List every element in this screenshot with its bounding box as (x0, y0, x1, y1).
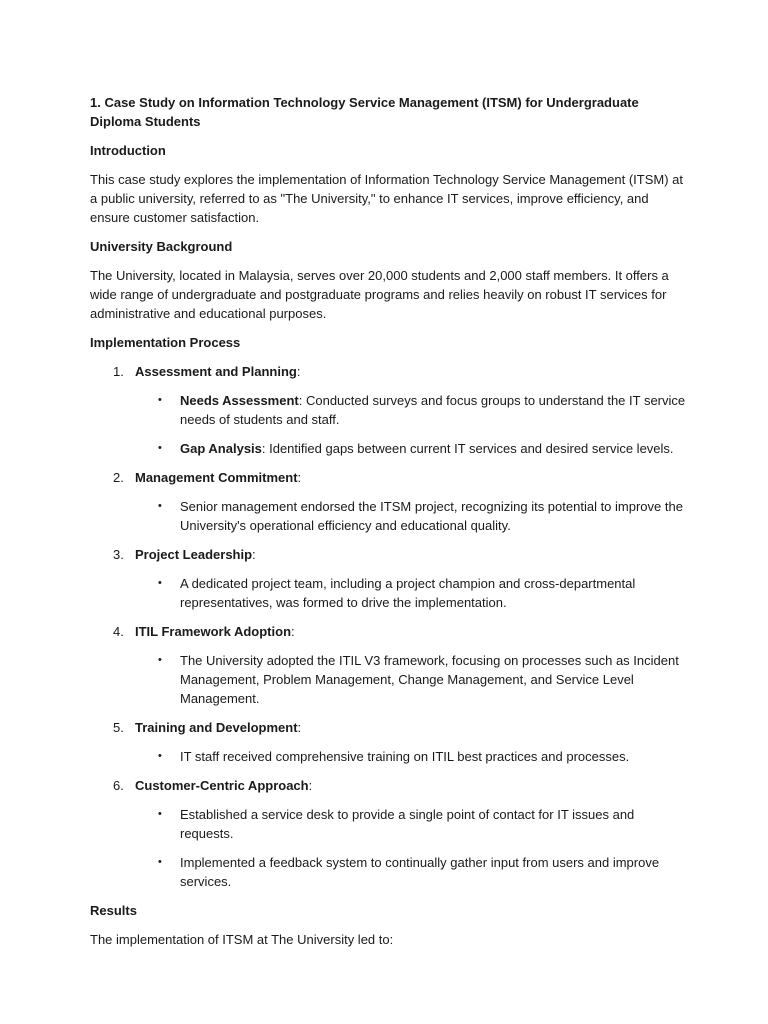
bullet-list (135, 747, 690, 766)
step-number: 5. (113, 720, 124, 735)
bullet-list (135, 805, 690, 891)
background-paragraph: The University, located in Malaysia, serves over 20,000 students and 2,000 staff members. It offers a wide range of undergraduate and postgraduate programs and relies heavily on robust IT services for administrative and educational purposes. (90, 268, 669, 321)
list-item (90, 776, 690, 891)
introduction-paragraph: This case study explores the implementation of Information Technology Service Management (ITSM) at a public university, referred to as "The University," to enhance IT services, improve efficiency, and ensure customer satisfaction. (90, 172, 683, 225)
bullet-icon: • (158, 442, 162, 454)
section-heading-introduction: Introduction (90, 143, 166, 158)
bullet-list (135, 391, 690, 458)
list-item (135, 439, 690, 458)
document-page (90, 93, 690, 959)
bullet-icon: • (158, 856, 162, 868)
step-title-suffix: : (291, 624, 295, 639)
list-item (135, 853, 690, 891)
bullet-text: Senior management endorsed the ITSM project, recognizing its potential to improve the University's operational efficiency and educational quality. (180, 499, 683, 533)
bullet-icon: • (158, 500, 162, 512)
bullet-icon: • (158, 654, 162, 666)
step-number: 2. (113, 470, 124, 485)
step-title-suffix: : (252, 547, 256, 562)
bullet-bold-term: Needs Assessment (180, 393, 299, 408)
step-number: 3. (113, 547, 124, 562)
step-number: 4. (113, 624, 124, 639)
list-item (90, 362, 690, 458)
bullet-text: The University adopted the ITIL V3 framework, focusing on processes such as Incident Management, Problem Management, Change Management, and Service Level Management. (180, 653, 679, 706)
bullet-list (135, 651, 690, 708)
step-title-suffix: : (297, 720, 302, 735)
bullet-text: A dedicated project team, including a project champion and cross-departmental representatives, was formed to drive the implementation. (180, 576, 636, 610)
bullet-text: Established a service desk to provide a single point of contact for IT issues and requests. (180, 807, 635, 841)
bullet-text: Implemented a feedback system to continually gather input from users and improve services. (180, 855, 660, 889)
list-item (135, 391, 690, 429)
list-item (135, 497, 690, 535)
bullet-list (135, 497, 690, 535)
section-heading-results: Results (90, 903, 137, 918)
list-item (90, 718, 690, 766)
step-number: 1. (113, 364, 124, 379)
step-title: Project Leadership (135, 547, 253, 562)
bullet-icon: • (158, 808, 162, 820)
bullet-list (135, 574, 690, 612)
step-title-suffix: : (296, 364, 301, 379)
list-item (135, 651, 690, 708)
step-title: Management Commitment (135, 470, 298, 485)
bullet-text: : Conducted surveys and focus groups to understand the IT service needs of students and staff. (180, 393, 686, 427)
bullet-text: : Identified gaps between current IT services and desired service levels. (261, 441, 674, 456)
bullet-text: IT staff received comprehensive training on ITIL best practices and processes. (180, 749, 630, 764)
step-title: Assessment and Planning (135, 364, 297, 379)
bullet-icon: • (158, 750, 162, 762)
list-item (135, 805, 690, 843)
step-title-suffix: : (297, 470, 302, 485)
section-heading-background: University Background (90, 239, 233, 254)
step-number: 6. (113, 778, 124, 793)
list-item (135, 747, 690, 766)
bullet-bold-term: Gap Analysis (180, 441, 262, 456)
results-paragraph: The implementation of ITSM at The University led to: (90, 932, 394, 947)
list-item (90, 468, 690, 535)
step-title: Training and Development (135, 720, 298, 735)
bullet-icon: • (158, 394, 162, 406)
section-heading-implementation: Implementation Process (90, 335, 241, 350)
list-item (135, 574, 690, 612)
step-title: Customer-Centric Approach (135, 778, 309, 793)
implementation-steps-list (90, 362, 690, 891)
step-title-suffix: : (308, 778, 313, 793)
list-item (90, 622, 690, 708)
step-title: ITIL Framework Adoption (135, 624, 292, 639)
bullet-icon: • (158, 577, 162, 589)
document-title: 1. Case Study on Information Technology Service Management (ITSM) for Undergraduate Diploma Students (90, 95, 639, 129)
list-item (90, 545, 690, 612)
